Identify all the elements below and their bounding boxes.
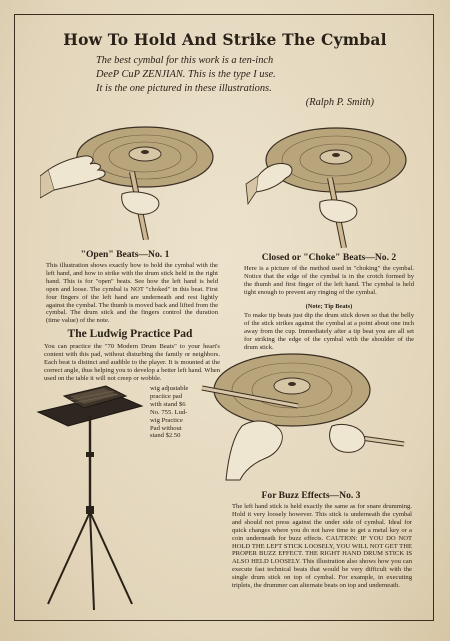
price-line: stand $2.50 (150, 432, 181, 440)
open-beats-text: This illustration shows exactly how to hold the cymbal with the left hand, and how to strike with the drum stick held in the right hand. This is for "open" beats. See how the left hand is held open and loose. The cymbal is NOT "choked" in this beat. First four fingers of the left hand are underneath and rest lightly against the cymbal. The thumb is moved back and lifted from the cymbal. The drum stick and the fingers control the duration (time value) of the note. (46, 262, 219, 325)
left-hand-icon (226, 421, 282, 480)
price-line: wig adjustable (150, 385, 189, 392)
practice-pad-text: You can practice the "70 Modern Drum Beats" to your heart's content with this pad, without disturbing the family or neighbors. Each beat is distinct and audible to the player. It is mounted at the correct angle, thus helping you to develop a better left hand. When used on the table it will not creep or wobble. (44, 343, 220, 382)
price-line: Pad without (150, 424, 182, 432)
quote-signature: (Ralph P. Smith) (305, 97, 374, 108)
practice-pad-heading: The Ludwig Practice Pad (67, 328, 193, 340)
right-hand-icon (320, 200, 357, 222)
closed-beats-heading: Closed or "Choke" Beats—No. 2 (261, 252, 397, 263)
quote-line: DeeP CuP ZENJIAN. This is the type I use. (96, 69, 276, 80)
right-hand-icon (330, 424, 365, 452)
stand-icon (48, 416, 132, 610)
left-hand-icon (246, 164, 292, 205)
closed-beats-text: Here is a picture of the method used in "choking" the cymbal. Notice that the edge of the cymbal is in the crotch formed by the thumb and first finger of the left hand. The cymbal is held tight enough to prevent any ringing of the cymbal. (244, 265, 414, 296)
price-line: with stand $6 (150, 400, 186, 408)
page-title: How To Hold And Strike The Cymbal (63, 30, 387, 49)
tip-beats-note-heading: (Note; Tip Beats) (305, 303, 353, 310)
buzz-effects-heading: For Buzz Effects—No. 3 (261, 490, 361, 501)
practice-pad-illustration (30, 382, 150, 614)
price-line: practice pad (150, 392, 183, 400)
cymbal-open-illustration (40, 112, 220, 240)
intro-quote (96, 54, 396, 110)
buzz-effects-text: The left hand stick is held exactly the same as for snare drumming. Hold it very loosely however. This stick is underneath the cymbal and should not press against the under side of cymbal. Ideal for quick changes where you do not have time to get a metal key or a coin underneath for buzz effects. CAUTION: IF YOU DO NOT HOLD THE LEFT STICK LOOSELY, YOU WILL NOT GET THE PROPER BUZZ EFFECT. THE RIGHT HAND DRUM STICK IS ALSO HELD LOOSELY. This illustration also shows how you can execute fast technical beats that would be very difficult with the single drum stick on top of cymbal. For example, in executing triplets, the drummer can alternate beats on top and underneath. (232, 503, 412, 590)
price-line: No. 755. Lud- (150, 408, 188, 416)
cymbal-buzz-illustration (182, 330, 418, 490)
cymbal-icon (266, 128, 406, 192)
quote-line: The best cymbal for this work is a ten-inch (96, 55, 274, 66)
cymbal-choke-illustration (236, 112, 416, 248)
open-beats-heading: "Open" Beats—No. 1 (80, 249, 170, 260)
right-hand-icon (122, 192, 159, 214)
cymbal-icon (214, 354, 370, 426)
quote-line: It is the one pictured in these illustrations. (96, 83, 272, 94)
price-line: wig Practice (150, 416, 183, 424)
tip-beats-note-text: To make tip beats just dip the drum stick down so that the belly of the stick strikes against the cymbal at a point about one inch away from the cup. Immediately after a tip beat you are all set for striking the edge of the cymbal with the shoulder of the drum stick. (244, 312, 414, 351)
